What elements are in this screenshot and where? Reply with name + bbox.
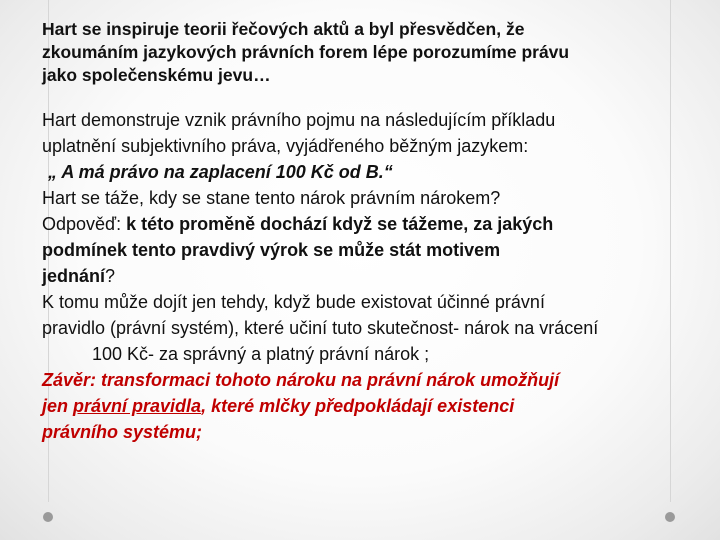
slide-content	[42, 18, 674, 445]
condition-line: K tomu může dojít jen tehdy, když bude existovat účinné právní	[42, 292, 545, 312]
body-paragraph	[42, 107, 674, 445]
condition-line: 100 Kč- za správný a platný právní nárok ;	[92, 344, 430, 364]
answer-label: Odpověď:	[42, 214, 127, 234]
left-bullet-dot	[43, 512, 53, 522]
conclusion-line: právního systému;	[42, 422, 203, 442]
condition-line: pravidlo (právní systém), které učiní tuto skutečnost- nárok na vrácení	[42, 318, 599, 338]
intro-line: zkoumáním jazykových právních forem lépe porozumíme právu	[42, 42, 570, 62]
answer-text: jednání	[42, 266, 106, 286]
right-bullet-dot	[665, 512, 675, 522]
example-quote: „ A má právo na zaplacení 100 Kč od B.“	[48, 162, 393, 182]
intro-line: jako společenskému jevu…	[42, 65, 271, 85]
answer-line	[42, 211, 674, 237]
conclusion-underlined: právní pravidla	[73, 396, 202, 416]
answer-end: ?	[105, 266, 116, 286]
conclusion-text: jen	[42, 396, 74, 416]
body-line: uplatnění subjektivního práva, vyjádřeného běžným jazykem:	[42, 136, 529, 156]
conclusion-line: Závěr: transformaci tohoto nároku na právní nárok umožňují	[42, 370, 560, 390]
conclusion-text: , které mlčky předpokládají existenci	[201, 396, 515, 416]
intro-line: Hart se inspiruje teorii řečových aktů a byl přesvědčen, že	[42, 19, 525, 39]
answer-text: k této proměně dochází když se tážeme, za jakých	[126, 214, 554, 234]
intro-paragraph	[42, 18, 674, 87]
answer-line	[42, 263, 674, 289]
answer-line: podmínek tento pravdivý výrok se může stát motivem	[42, 240, 501, 260]
conclusion-line	[42, 393, 674, 419]
body-line: Hart demonstruje vznik právního pojmu na následujícím příkladu	[42, 110, 556, 130]
question-line: Hart se táže, kdy se stane tento nárok právním nárokem?	[42, 188, 501, 208]
